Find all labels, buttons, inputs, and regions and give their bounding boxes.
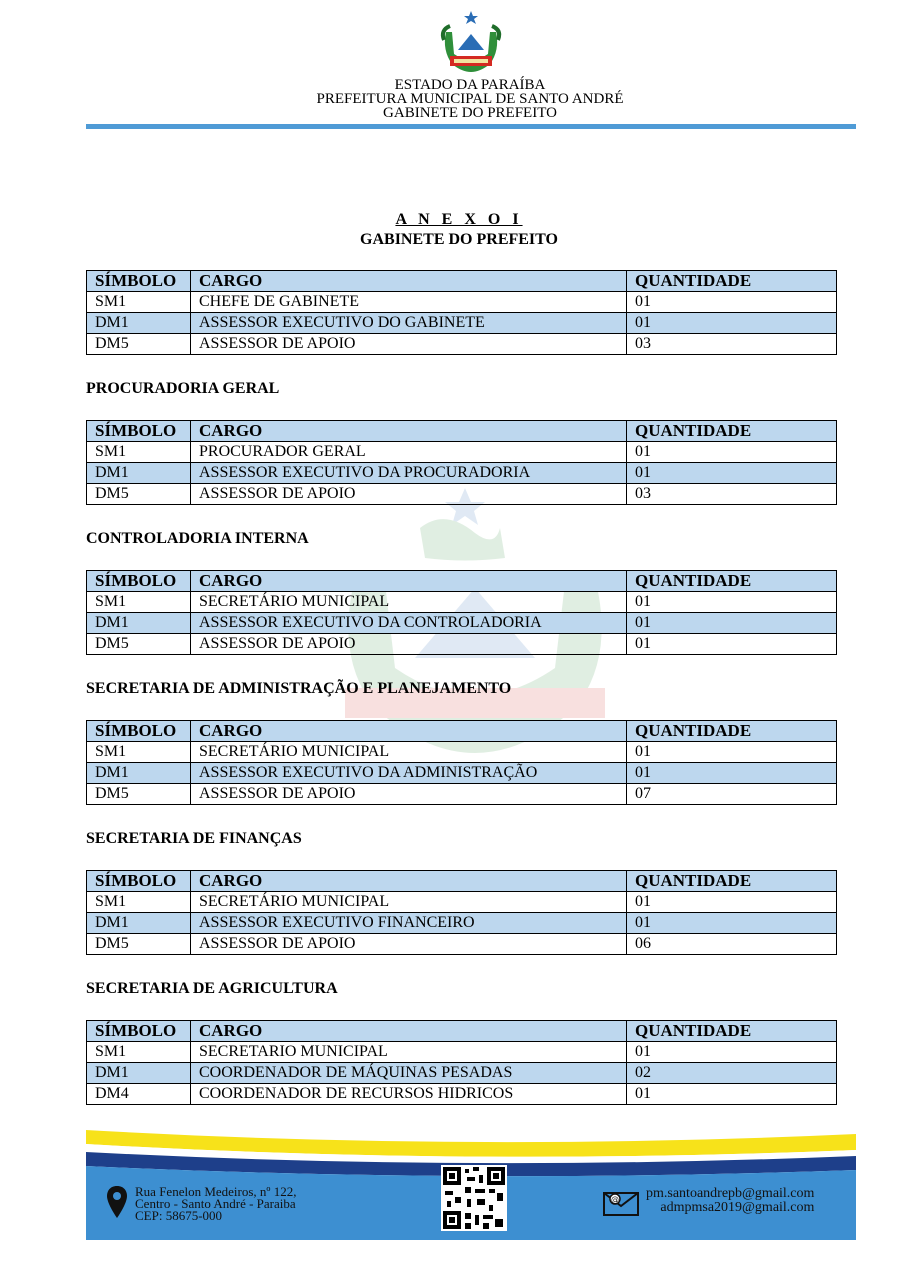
cell-cargo: SECRETÁRIO MUNICIPAL — [191, 892, 627, 913]
table-row — [87, 934, 837, 955]
cell-symbol: DM1 — [87, 463, 191, 484]
cell-cargo: SECRETARIO MUNICIPAL — [191, 1042, 627, 1063]
municipal-crest-logo — [438, 10, 504, 76]
location-pin-icon — [106, 1185, 128, 1219]
header-cargo: CARGO — [191, 421, 627, 442]
table-row — [87, 763, 837, 784]
cell-cargo: COORDENADOR DE MÁQUINAS PESADAS — [191, 1063, 627, 1084]
header-cargo: CARGO — [191, 271, 627, 292]
cell-cargo: COORDENADOR DE RECURSOS HIDRICOS — [191, 1084, 627, 1105]
prefecture-name: PREFEITURA MUNICIPAL DE SANTO ANDRÉ — [316, 91, 624, 107]
table-row — [87, 892, 837, 913]
email-address-1[interactable]: pm.santoandrepb@gmail.com — [646, 1186, 815, 1201]
table-row — [87, 292, 837, 313]
cell-cargo: PROCURADOR GERAL — [191, 442, 627, 463]
cell-cargo: ASSESSOR EXECUTIVO DA ADMINISTRAÇÃO — [191, 763, 627, 784]
cell-quantity: 01 — [627, 913, 837, 934]
address-line-1: Rua Fenelon Medeiros, nº 122, — [135, 1184, 297, 1199]
office-name: GABINETE DO PREFEITO — [383, 105, 557, 121]
cell-symbol: SM1 — [87, 442, 191, 463]
table-row — [87, 1042, 837, 1063]
section-title-financas: SECRETARIA DE FINANÇAS — [86, 830, 302, 847]
table-row — [87, 484, 837, 505]
table-header-row — [87, 721, 837, 742]
table-row — [87, 463, 837, 484]
cell-cargo: ASSESSOR EXECUTIVO DA PROCURADORIA — [191, 463, 627, 484]
header-symbol: SÍMBOLO — [87, 871, 191, 892]
section-title-administracao: SECRETARIA DE ADMINISTRAÇÃO E PLANEJAMENTO — [86, 680, 512, 697]
cell-quantity: 01 — [627, 1084, 837, 1105]
table-row — [87, 1084, 837, 1105]
annex-subtitle: GABINETE DO PREFEITO — [360, 231, 558, 248]
cell-symbol: DM1 — [87, 613, 191, 634]
cell-symbol: DM1 — [87, 313, 191, 334]
cell-quantity: 01 — [627, 442, 837, 463]
annex-title: A N E X O I — [395, 211, 523, 228]
cell-symbol: DM5 — [87, 784, 191, 805]
section-title-agricultura: SECRETARIA DE AGRICULTURA — [86, 980, 338, 997]
header-symbol: SÍMBOLO — [87, 721, 191, 742]
cell-symbol: SM1 — [87, 892, 191, 913]
cell-quantity: 01 — [627, 742, 837, 763]
cell-symbol: SM1 — [87, 1042, 191, 1063]
cell-symbol: DM5 — [87, 484, 191, 505]
annex-heading — [0, 210, 900, 250]
email-icon — [603, 1190, 639, 1216]
cell-symbol: SM1 — [87, 292, 191, 313]
table-row — [87, 1063, 837, 1084]
address-line-2: Centro - Santo André - Paraiba — [135, 1196, 296, 1211]
svg-text:@: @ — [611, 1195, 619, 1204]
header-cargo: CARGO — [191, 571, 627, 592]
table-procuradoria — [86, 420, 837, 505]
cell-symbol: SM1 — [87, 592, 191, 613]
cell-quantity: 03 — [627, 334, 837, 355]
table-row — [87, 334, 837, 355]
qr-code — [441, 1165, 507, 1231]
cell-quantity: 03 — [627, 484, 837, 505]
cell-quantity: 06 — [627, 934, 837, 955]
cell-cargo: ASSESSOR DE APOIO — [191, 334, 627, 355]
cell-quantity: 01 — [627, 313, 837, 334]
cell-cargo: ASSESSOR EXECUTIVO DO GABINETE — [191, 313, 627, 334]
cell-quantity: 01 — [627, 613, 837, 634]
cell-symbol: DM4 — [87, 1084, 191, 1105]
cell-quantity: 01 — [627, 292, 837, 313]
cell-quantity: 01 — [627, 463, 837, 484]
header-cargo: CARGO — [191, 1021, 627, 1042]
email-address-2[interactable]: admpmsa2019@gmail.com — [660, 1200, 815, 1215]
header-cargo: CARGO — [191, 871, 627, 892]
section-title-controladoria: CONTROLADORIA INTERNA — [86, 530, 309, 547]
cell-cargo: ASSESSOR DE APOIO — [191, 634, 627, 655]
cell-quantity: 01 — [627, 892, 837, 913]
cell-symbol: DM5 — [87, 634, 191, 655]
table-header-row — [87, 421, 837, 442]
cell-symbol: DM5 — [87, 334, 191, 355]
table-header-row — [87, 871, 837, 892]
table-gabinete — [86, 270, 837, 355]
institution-header — [0, 78, 900, 120]
cell-symbol: DM1 — [87, 913, 191, 934]
cell-quantity: 02 — [627, 1063, 837, 1084]
table-controladoria — [86, 570, 837, 655]
cell-quantity: 07 — [627, 784, 837, 805]
address-line-3: CEP: 58675-000 — [135, 1208, 223, 1223]
cell-symbol: SM1 — [87, 742, 191, 763]
cell-cargo: CHEFE DE GABINETE — [191, 292, 627, 313]
cell-quantity: 01 — [627, 634, 837, 655]
header-symbol: SÍMBOLO — [87, 571, 191, 592]
header-quantity: QUANTIDADE — [627, 421, 837, 442]
table-row — [87, 442, 837, 463]
footer-emails — [646, 1187, 814, 1215]
section-title-procuradoria: PROCURADORIA GERAL — [86, 380, 280, 397]
header-symbol: SÍMBOLO — [87, 1021, 191, 1042]
cell-quantity: 01 — [627, 1042, 837, 1063]
cell-cargo: ASSESSOR DE APOIO — [191, 784, 627, 805]
table-row — [87, 613, 837, 634]
cell-cargo: ASSESSOR DE APOIO — [191, 484, 627, 505]
cell-cargo: ASSESSOR EXECUTIVO DA CONTROLADORIA — [191, 613, 627, 634]
header-quantity: QUANTIDADE — [627, 721, 837, 742]
table-administracao — [86, 720, 837, 805]
table-row — [87, 592, 837, 613]
cell-quantity: 01 — [627, 592, 837, 613]
cell-cargo: SECRETÁRIO MUNICIPAL — [191, 592, 627, 613]
cell-cargo: ASSESSOR EXECUTIVO FINANCEIRO — [191, 913, 627, 934]
table-row — [87, 313, 837, 334]
cell-symbol: DM5 — [87, 934, 191, 955]
cell-symbol: DM1 — [87, 1063, 191, 1084]
table-row — [87, 913, 837, 934]
header-symbol: SÍMBOLO — [87, 421, 191, 442]
table-row — [87, 742, 837, 763]
header-quantity: QUANTIDADE — [627, 571, 837, 592]
table-header-row — [87, 271, 837, 292]
header-rule — [86, 124, 856, 129]
cell-quantity: 01 — [627, 763, 837, 784]
table-financas — [86, 870, 837, 955]
header-quantity: QUANTIDADE — [627, 871, 837, 892]
state-name: ESTADO DA PARAÍBA — [394, 77, 546, 93]
table-header-row — [87, 1021, 837, 1042]
table-row — [87, 634, 837, 655]
cell-symbol: DM1 — [87, 763, 191, 784]
header-cargo: CARGO — [191, 721, 627, 742]
cell-cargo: ASSESSOR DE APOIO — [191, 934, 627, 955]
header-symbol: SÍMBOLO — [87, 271, 191, 292]
table-row — [87, 784, 837, 805]
header-quantity: QUANTIDADE — [627, 271, 837, 292]
cell-cargo: SECRETÁRIO MUNICIPAL — [191, 742, 627, 763]
table-header-row — [87, 571, 837, 592]
footer-address — [135, 1186, 296, 1222]
header-quantity: QUANTIDADE — [627, 1021, 837, 1042]
table-agricultura — [86, 1020, 837, 1105]
